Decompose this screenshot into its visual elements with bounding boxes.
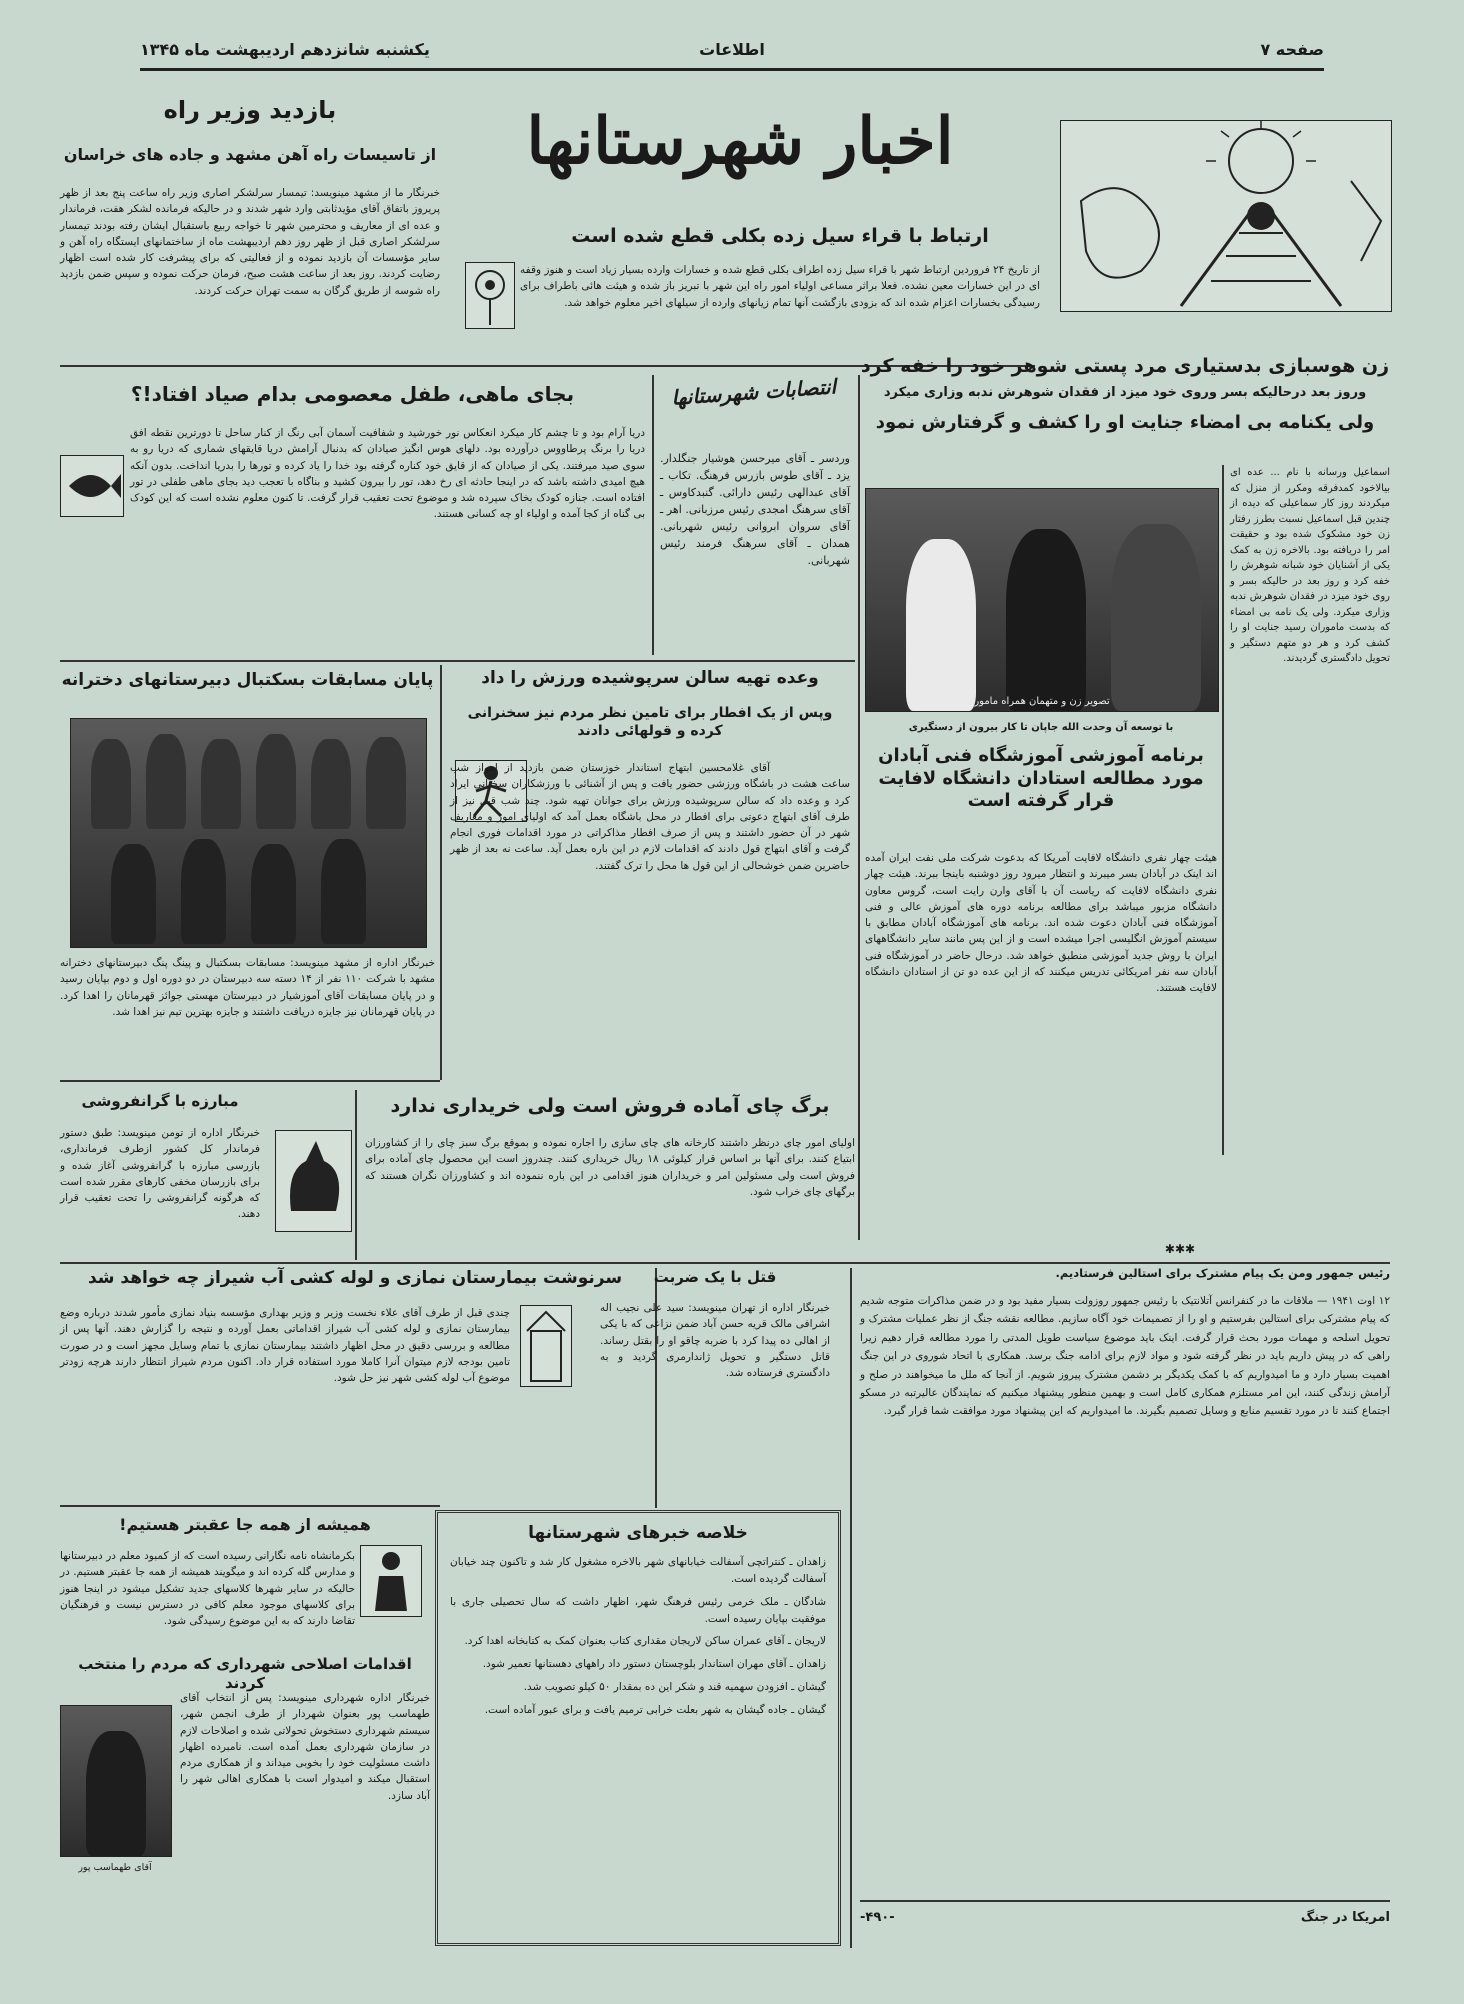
- shiraz-headline: سرنوشت بیمارستان نمازی و لوله کشی آب شیراز چه خواهد شد: [87, 1268, 623, 1288]
- shiraz-illustration: [520, 1305, 572, 1387]
- letter-body: ۱۲ اوت ۱۹۴۱ — ملاقات ما در کنفرانس آتلانتیک با رئیس جمهور روزولت بسیار مفید بود و در ضمن مذاکرات متوجه شدیم که پیام مشترکی برای استالین بفرستیم و او را از تصمیمات خود آگاه سازیم. مطالعه نقشه جنگ از نظر عملیات مشترک و تحویل اسلحه و مهمات مورد بحث قرار گرفت. اینک باید موضوع سیاست طویل المدتی را مورد مطالعه قرار دهیم زیرا راهی که در پیش داریم باید در نظر گرفته شود و مواد لازم برای ادامه جنگ برسد. همکاری با اتحاد شوروی در این جنگ اهمیت بسیار دارد و ما امیدواریم که با کمک یکدیگر بر دشمن مشترک پیروز شویم. از آنجا که ملل ما میخواهند در صلح و آرامش زندگی کنند، این امر مستلزم همکاری کامل است و بهمین منظور پیشنهاد میکنیم که نمایندگان عالیرتبه در مسکو اجتماع کنند تا در مورد تقسیم منابع و وسایل تصمیم بگیرند. ما امیدواریم که این پیشنهاد مورد موافقت شما قرار گیرد.: [860, 1295, 1390, 1418]
- hawker-illustration: [275, 1130, 352, 1232]
- column-divider: [440, 665, 442, 1080]
- column-divider: [652, 375, 654, 655]
- basketball-team-photo: [70, 718, 427, 948]
- divider: [60, 1505, 440, 1507]
- hawker-body: خبرنگار اداره از تومن مینویسد: طبق دستور فرماندار کل کشور ازطرف فرمانداری، بازرسی مبارزه با گرانفروشی آغاز شده و برای بازرسان مخفی کارهای مقرر شده است که هرگونه گرانفروشی را تحت تعقیب قرار دهند.: [60, 1127, 260, 1221]
- sports-headline: وعده تهیه سالن سرپوشیده ورزش را داد: [481, 668, 819, 688]
- newspaper-name: اطلاعات: [699, 40, 765, 59]
- player-figure: [91, 739, 131, 829]
- player-figure: [256, 734, 296, 829]
- visit-body: خبرنگار ما از مشهد مینویسد: تیمسار سرلشکر اصاری وزیر راه ساعت پنج بعد از ظهر پریروز باتفاق آقای مؤیدثابتی وارد شهر شدند و در حالیکه فرمانده لشکر هفت، فرماندار و عده ای از معاریف و محترمین شهر تا خواجه ربیع باستقبال ایشان رفته بودند تیمسار سرلشکر اصاری قبل از ظهر روز دهم اردیبهشت ماه از ساختمانهای ایستگاه راه آهن و سایر مؤسسات آن بازدید نموده و از فعالیتی که برای پیشرفت کار شده است اظهار رضایت کردند. روز بعد از ساعت هشت صبح، فرمان حرکت نموده و سپس ضمن بازدید راه شوسه از طریق گرگان به سمت تهران حرکت کردند.: [60, 187, 440, 297]
- masthead: [140, 38, 1324, 71]
- woman-photo-caption: تصویر زن و متهمان همراه مامور: [974, 696, 1110, 707]
- lead-body: از تاریخ ۲۴ فروردین ارتباط شهر با قراء سیل زده اطراف بکلی قطع شده و خسارات وارده بسیار زیاد است و هنوز وقفه ای در این خسارات معین نشده. فعلا براثر مساعی اولیاء امور راه این شهر با تبریز باز شده و هیئت هائی باطراف برای رسیدگی بخسارات اعزام شده اند که بزودی بازگشت آنها تمام زیانهای وارده از سیلهای اخیر معلوم خواهد شد.: [520, 264, 1040, 309]
- divider: [60, 1262, 1390, 1264]
- letter-headline: رئیس جمهور ومن یک پیام مشترک برای استالین فرستادیم.: [1055, 1266, 1390, 1280]
- abadan-headline: برنامه آموزشی آموزشگاه فنی آبادان مورد مطالعه استادان دانشگاه لافایت قرار گرفته است: [878, 745, 1204, 811]
- fish-icon: [61, 456, 123, 516]
- summary-headline: خلاصه خبرهای شهرستانها: [528, 1523, 748, 1543]
- abadan-body: هیئت چهار نفری دانشگاه لافایت آمریکا که بدعوت شرکت ملی نفت ایران آمده اند اینک در آبادان بسر میبرند و انتظار میرود روز دوشنبه باینجا ببرند. هیئت چهار نفری دانشگاه لافایت که ریاست آن با آقای وارن رایت است، گروس معاون دانشگاه مزبور میباشد برای مطالعه برنامه دوره های آموزش عالی و فنی آموزشگاه فنی آبادان دعوت شده اند. برنامه های آموزشگاه آبادان مطابق با سیستم آموزش انگلیسی اجرا میشده است و از این پس مانند سایر دانشگاههای ایران با روش جدید آموزشی منطبق خواهد شد. درحال حاضر در آموزشگاه فنی آبادان سه نفر امریکائی تدریس میکنند که از این عده دو تن از استادان دانشگاه لافایت هستند.: [865, 852, 1217, 995]
- visit-subheadline: از تاسیسات راه آهن مشهد و جاده های خراسان: [63, 145, 437, 164]
- woman-intro: وروز بعد درحالیکه بسر وروی خود میزد از فقدان شوهرش ندبه وزاری میکرد: [883, 385, 1367, 400]
- player-figure: [311, 739, 351, 829]
- summary-box: [435, 1510, 841, 1946]
- player-figure: [251, 844, 296, 944]
- appointments-logo: انتصابات شهرستانها: [670, 374, 837, 410]
- mayor-photo: [60, 1705, 172, 1857]
- divider: [860, 1900, 1390, 1902]
- notice-body: بکرمانشاه نامه نگارانی رسیده است که از کمبود معلم در دبیرستانها و مدارس گله کرده اند و میگویند همیشه از همه جا عقبتر هستیم. در حالیکه در سایر شهرها کلاسهای جدید تشکیل میشود در اینجا هنوز برای کلاسهای موجود معلم کافی در دسترس نیست و فرهنگیان تقاضا دارند که به این موضوع رسیدگی شود.: [60, 1550, 355, 1628]
- page-number: صفحه ۷: [1260, 40, 1324, 59]
- flower-icon: [466, 263, 514, 328]
- player-figure: [146, 734, 186, 829]
- mayor-headline: اقدامات اصلاحی شهرداری که مردم را منتخب کردند: [78, 1655, 412, 1692]
- hand-icon: [276, 1131, 351, 1231]
- appointments-body: وردسر ـ آقای میرحسن هوشیار جنگلدار. یزد ـ آقای طوس بازرس فرهنگ. تکاب ـ آقای عبدالهی رئیس دارائی. گنبدکاوس ـ آقای سرهنگ امجدی رئیس مرزبانی. اهر ـ آقای سروان ابروانی رئیس شهربانی. همدان ـ آقای سرهنگ فرمند رئیس شهربانی.: [660, 452, 850, 568]
- asterisks: ✱✱✱: [1164, 1242, 1196, 1256]
- divider: [60, 1080, 440, 1082]
- notice-illustration: [360, 1545, 422, 1617]
- teacher-icon: [361, 1546, 421, 1616]
- woman-subheadline: ولی یکنامه بی امضاء جنایت او را کشف و گرفتارش نمود: [875, 412, 1375, 433]
- building-icon: [521, 1306, 571, 1386]
- summary-item: گیشان ـ افزودن سهمیه قند و شکر این ده بمقدار ۵۰ کیلو تصویب شد.: [523, 1681, 826, 1694]
- column-divider: [1222, 465, 1224, 1155]
- man-figure: [1006, 529, 1086, 711]
- mayor-figure: [86, 1731, 146, 1856]
- sports-body: آقای غلامحسین ابتهاج استاندار خوزستان ضمن بازدید از اهواز شب ساعت هشت در باشگاه ورزشی حضور یافت و پس از آشنائی با ورزشکاران سخنانی ایراد کرد و وعده داد که سالن سرپوشیده ورزش برای جوانان تهیه شود. چند شب قبل نیز از طرف آقای ابتهاج دعوتی برای افطار در محل باشگاه بعمل آمد که اولیای امور و معاریف شهر در آن حضور داشتند و پس از صرف افطار مذاکراتی در مورد اقدامات فوری انجام گرفت و آقای ابتهاج قول دادند که اقدامات لازم در این باره بعمل آید. ساعت نه بعد از ظهر حاضرین ضمن خوشحالی از این قول ها محل را ترک گفتند.: [450, 762, 850, 872]
- summary-item: شادگان ـ ملک خرمی رئیس فرهنگ شهر، اظهار داشت که سال تحصیلی جاری با موفقیت بپایان رسیده است.: [450, 1595, 826, 1625]
- fish-headline: بجای ماهی، طفل معصومی بدام صیاد افتاد!؟: [130, 382, 575, 406]
- lead-headline: ارتباط با قراء سیل زده بکلی قطع شده است: [571, 225, 989, 247]
- quarrel-body: خبرنگار اداره از تهران مینویسد: سید علی نجیب اله اشرافی مالک قریه حسن آباد ضمن نزاعی که با یکی از اهالی ده پیدا کرد با ضربه چاقو او را بقتل رساند. قاتل دستگیر و تحویل ژاندارمری گردید و به دادگستری فرستاده شد.: [600, 1302, 830, 1380]
- player-figure: [201, 739, 241, 829]
- divider: [60, 660, 855, 662]
- page-footer-title: امریکا در جنگ: [1300, 1910, 1390, 1925]
- mayor-caption: آقای طهماسب پور: [78, 1862, 152, 1873]
- quarrel-headline: قتل با یک ضربت: [653, 1268, 777, 1286]
- tea-headline: برگ چای آماده فروش است ولی خریداری ندارد: [390, 1095, 830, 1117]
- officer-figure: [1111, 524, 1201, 711]
- player-figure: [181, 839, 226, 944]
- summary-item: گیشان ـ جاده گیشان به شهر بعلت خرابی ترمیم یافت و برای عبور آماده است.: [484, 1703, 826, 1716]
- player-figure: [366, 737, 406, 829]
- player-figure: [111, 844, 156, 944]
- sports-subheadline: وپس از یک افطار برای تامین نظر مردم نیز سخنرانی کرده و قولهائی دادند: [467, 705, 833, 739]
- summary-item: زاهدان ـ آقای مهران استاندار بلوچستان دستور داد راههای دهستانها تعمیر شود.: [482, 1658, 826, 1671]
- visit-headline: بازدید وزیر راه: [163, 96, 337, 124]
- column-divider: [858, 375, 860, 1240]
- woman-figure: [906, 539, 976, 711]
- flood-figure-icon: [465, 262, 515, 329]
- mayor-body: خبرنگار اداره شهرداری مینویسد: پس از انتخاب آقای طهماسب پور بعنوان شهردار از طرف انجمن شهر، سیستم شهرداری دستخوش تحولاتی شده و اصلاحات لازم در سازمان شهرداری بعمل آمده است. نامبرده اظهار داشت مسئولیت خود را بخوبی میداند و از همکاری مردم استقبال میکند و امیدوار است با همکاری اهالی شهر را آباد سازد.: [180, 1692, 430, 1802]
- shiraz-body: چندی قبل از طرف آقای علاء نخست وزیر و وزیر بهداری مؤسسه بنیاد نمازی مأمور شدند درباره وضع بیمارستان نمازی و لوله کشی آب شیراز اقداماتی بعمل آورده و نتیجه را گزارش دهند. آنها پس از مطالعه و بررسی دقیق در محل اظهار داشتند بیمارستان نمازی با تمام وسایل مجهز است و در صورت تامین بودجه لازم میتوان آنرا کاملا مورد استفاده قرار داد. اکنون مردم شیراز انتظار دارند هرچه زودتر موضوع آب لوله کشی شهر نیز حل شود.: [60, 1307, 510, 1385]
- column-divider: [850, 1268, 852, 1948]
- woman-photo: [865, 488, 1219, 712]
- woman-headline: زن هوسبازی بدستیاری مرد پستی شوهر خود را خفه کرد: [860, 355, 1390, 377]
- summary-list: [438, 1544, 838, 1734]
- fish-illustration: [60, 455, 124, 517]
- sun-rail-icon: [1061, 121, 1391, 311]
- issue-date: یکشنبه شانزدهم اردیبهشت ماه ۱۳۴۵: [140, 40, 430, 59]
- basketball-body: خبرنگار اداره از مشهد مینویسد: مسابقات بسکتبال و پینگ پنگ دبیرستانهای دخترانه مشهد با شرکت ۱۱۰ نفر از ۱۴ دسته سه دبیرستان در دو دوره اول و دوم بپایان رسید و در پایان مسابقات آقای آموزشیار در دبیرستان مهستی جوائز قهرمانان را اهدا کرد. در پایان قهرمانان نیز جایزه دریافت داشتند و جایزه بهترین تیم نیز اهدا شد.: [60, 957, 435, 1018]
- section-banner: اخبار شهرستانها: [526, 104, 954, 179]
- fish-body: دریا آرام بود و تا چشم کار میکرد انعکاس نور خورشید و شفافیت آسمان آبی رنگ از کنار ساحل تا دورترین نقطه افق دریا را برنگ پرطاووس درآورده بود. دلهای هوس انگیز صیادان که بدنبال آرامش دریا قایقهای شماری که دریا رو به سوی صید میرفتند. یکی از صیادان که از قایق خود کناره گرفته بود خدا را یاد کرده و تورها را بدریا انداخت. بدون آنکه هیچ امیدی داشته باشد که در اینجا حادثه ای رخ دهد، تور را بیرون کشید و بناگاه با تعجب دید بجای ماهی طفلی در تور افتاده است. جنازه کودک بخاک سپرده شد و موضوع تحت تعقیب قرار گرفت. تا کنون معلوم نشده است که این کودک بی گناه از کجا آمده و اولیاء او چه کسانی هستند.: [130, 427, 645, 521]
- basketball-headline: پایان مسابقات بسکتبال دبیرستانهای دخترانه: [61, 670, 434, 690]
- railway-sketch-illustration: [1060, 120, 1392, 312]
- tea-body: اولیای امور چای درنظر داشتند کارخانه های چای سازی را اجاره نموده و بموقع برگ سبز چای را از کشاورزان ابتیاع کنند. برای آنها بر اساس قرار کیلوئی ۱۸ ریال خریداری کنند. چندروز است این محصول چای آماده برای فروش است ولی مسئولین امر و خریداران هنوز اقدامی در این باره ننموده اند و کشاورزان نگران هستند که برگهای چای خراب شود.: [365, 1137, 855, 1198]
- page-footer-number: -۴۹۰-: [860, 1910, 895, 1925]
- hawker-headline: مبارزه با گرانفروشی: [81, 1092, 239, 1110]
- column-divider: [355, 1090, 357, 1260]
- player-figure: [321, 839, 366, 944]
- abadan-kicker: با توسعه آن وحدت الله جاپان تا کار بیرون از دستگیری: [908, 722, 1174, 733]
- notice-headline: همیشه از همه جا عقبتر هستیم!: [119, 1515, 371, 1534]
- woman-body: اسماعیل ورسانه با نام ... عده ای بیالاخود کمدفرقه ومکرر از منزل که میکردند روز کار سماعیلی که دیده از چندین قبل اسماعیل نسبت بطرز رفتار زن خود مشکوک شده بود و حقیقت امر را دریافته بود. بالاخره زن به کمک یکی از آشنایان خود شبانه شوهرش را خفه کرد و روز بعد در حالیکه بسر و روی خود میزد در فقدان شوهرش ندبه وزاری میکرد. ولی یک نامه بی امضاء که بدست ماموران رسید جنایت او را کشف کرد و هر دو متهم دستگیر و تحویل دادگستری گردیدند.: [1230, 467, 1390, 664]
- summary-item: لاریجان ـ آقای عمران ساکن لاریجان مقداری کتاب بعنوان کمک به کتابخانه اهدا کرد.: [464, 1635, 826, 1648]
- summary-item: زاهدان ـ کنتراتچی آسفالت خیابانهای شهر بالاخره مشغول کار شد و تاکنون چند خیابان آسفالت گردیده است.: [450, 1556, 826, 1586]
